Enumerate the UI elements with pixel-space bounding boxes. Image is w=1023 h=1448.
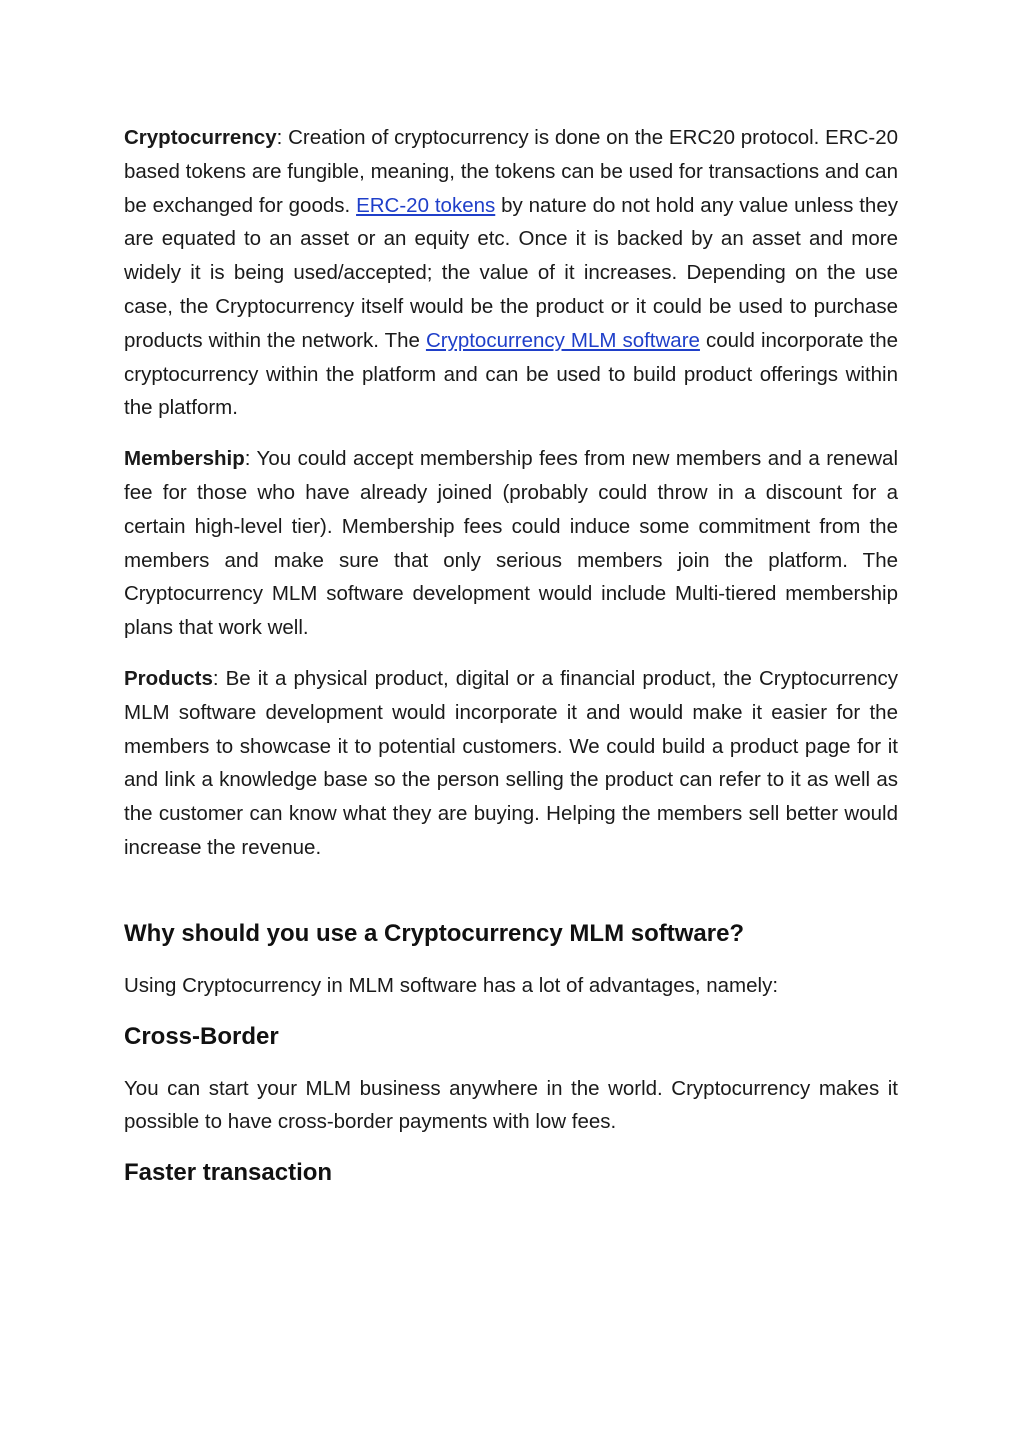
document-page: [124, 121, 898, 1208]
membership-paragraph: [124, 442, 898, 645]
cryptocurrency-text-2: by nature do not hold any value unless they are equated to an asset or an equity etc. Once it is backed by an asset and more widely it is being used/accepted; the value of it increases. Depending on the use case, the Cryptocurrency itself would be the product or it could be used to purchase products within the network. The: [124, 193, 898, 352]
why-heading: Why should you use a Cryptocurrency MLM software?: [124, 919, 745, 947]
cross-border-paragraph: You can start your MLM business anywhere in the world. Cryptocurrency makes it possible to have cross-border payments with low fees.: [124, 1076, 898, 1134]
erc20-tokens-link[interactable]: ERC-20 tokens: [356, 193, 496, 217]
faster-transaction-heading: Faster transaction: [124, 1159, 333, 1187]
products-text: : Be it a physical product, digital or a financial product, the Cryptocurrency MLM software development would incorporate it and would make it easier for the members to showcase it to potential customers. We could build a product page for it and link a knowledge base so the person selling the product can refer to it as well as the customer can know what they are buying. Helping the members sell better would increase the revenue.: [124, 666, 898, 859]
cross-border-heading: Cross-Border: [124, 1022, 279, 1050]
membership-term: Membership: [124, 447, 245, 471]
why-intro-paragraph: Using Cryptocurrency in MLM software has a lot of advantages, namely:: [124, 973, 779, 997]
membership-text: : You could accept membership fees from new members and a renewal fee for those who have already joined (probably could throw in a discount for a certain high-level tier). Membership fees could induce some commitment from the members and make sure that only serious members join the platform. The Cryptocurrency MLM software development would include Multi-tiered membership plans that work well.: [124, 447, 898, 640]
products-paragraph: [124, 662, 898, 865]
cryptocurrency-mlm-software-link[interactable]: Cryptocurrency MLM software: [425, 328, 700, 352]
cryptocurrency-text-3: could incorporate the cryptocurrency within the platform and can be used to build product offerings within the platform.: [124, 328, 898, 420]
cryptocurrency-paragraph: [124, 121, 898, 425]
cryptocurrency-term: Cryptocurrency: [124, 126, 277, 149]
cryptocurrency-text-1: : Creation of cryptocurrency is done on the ERC20 protocol. ERC-20 based tokens are fungible, meaning, the tokens can be used for transactions and can be exchanged for goods.: [124, 126, 898, 217]
products-term: Products: [124, 666, 213, 690]
